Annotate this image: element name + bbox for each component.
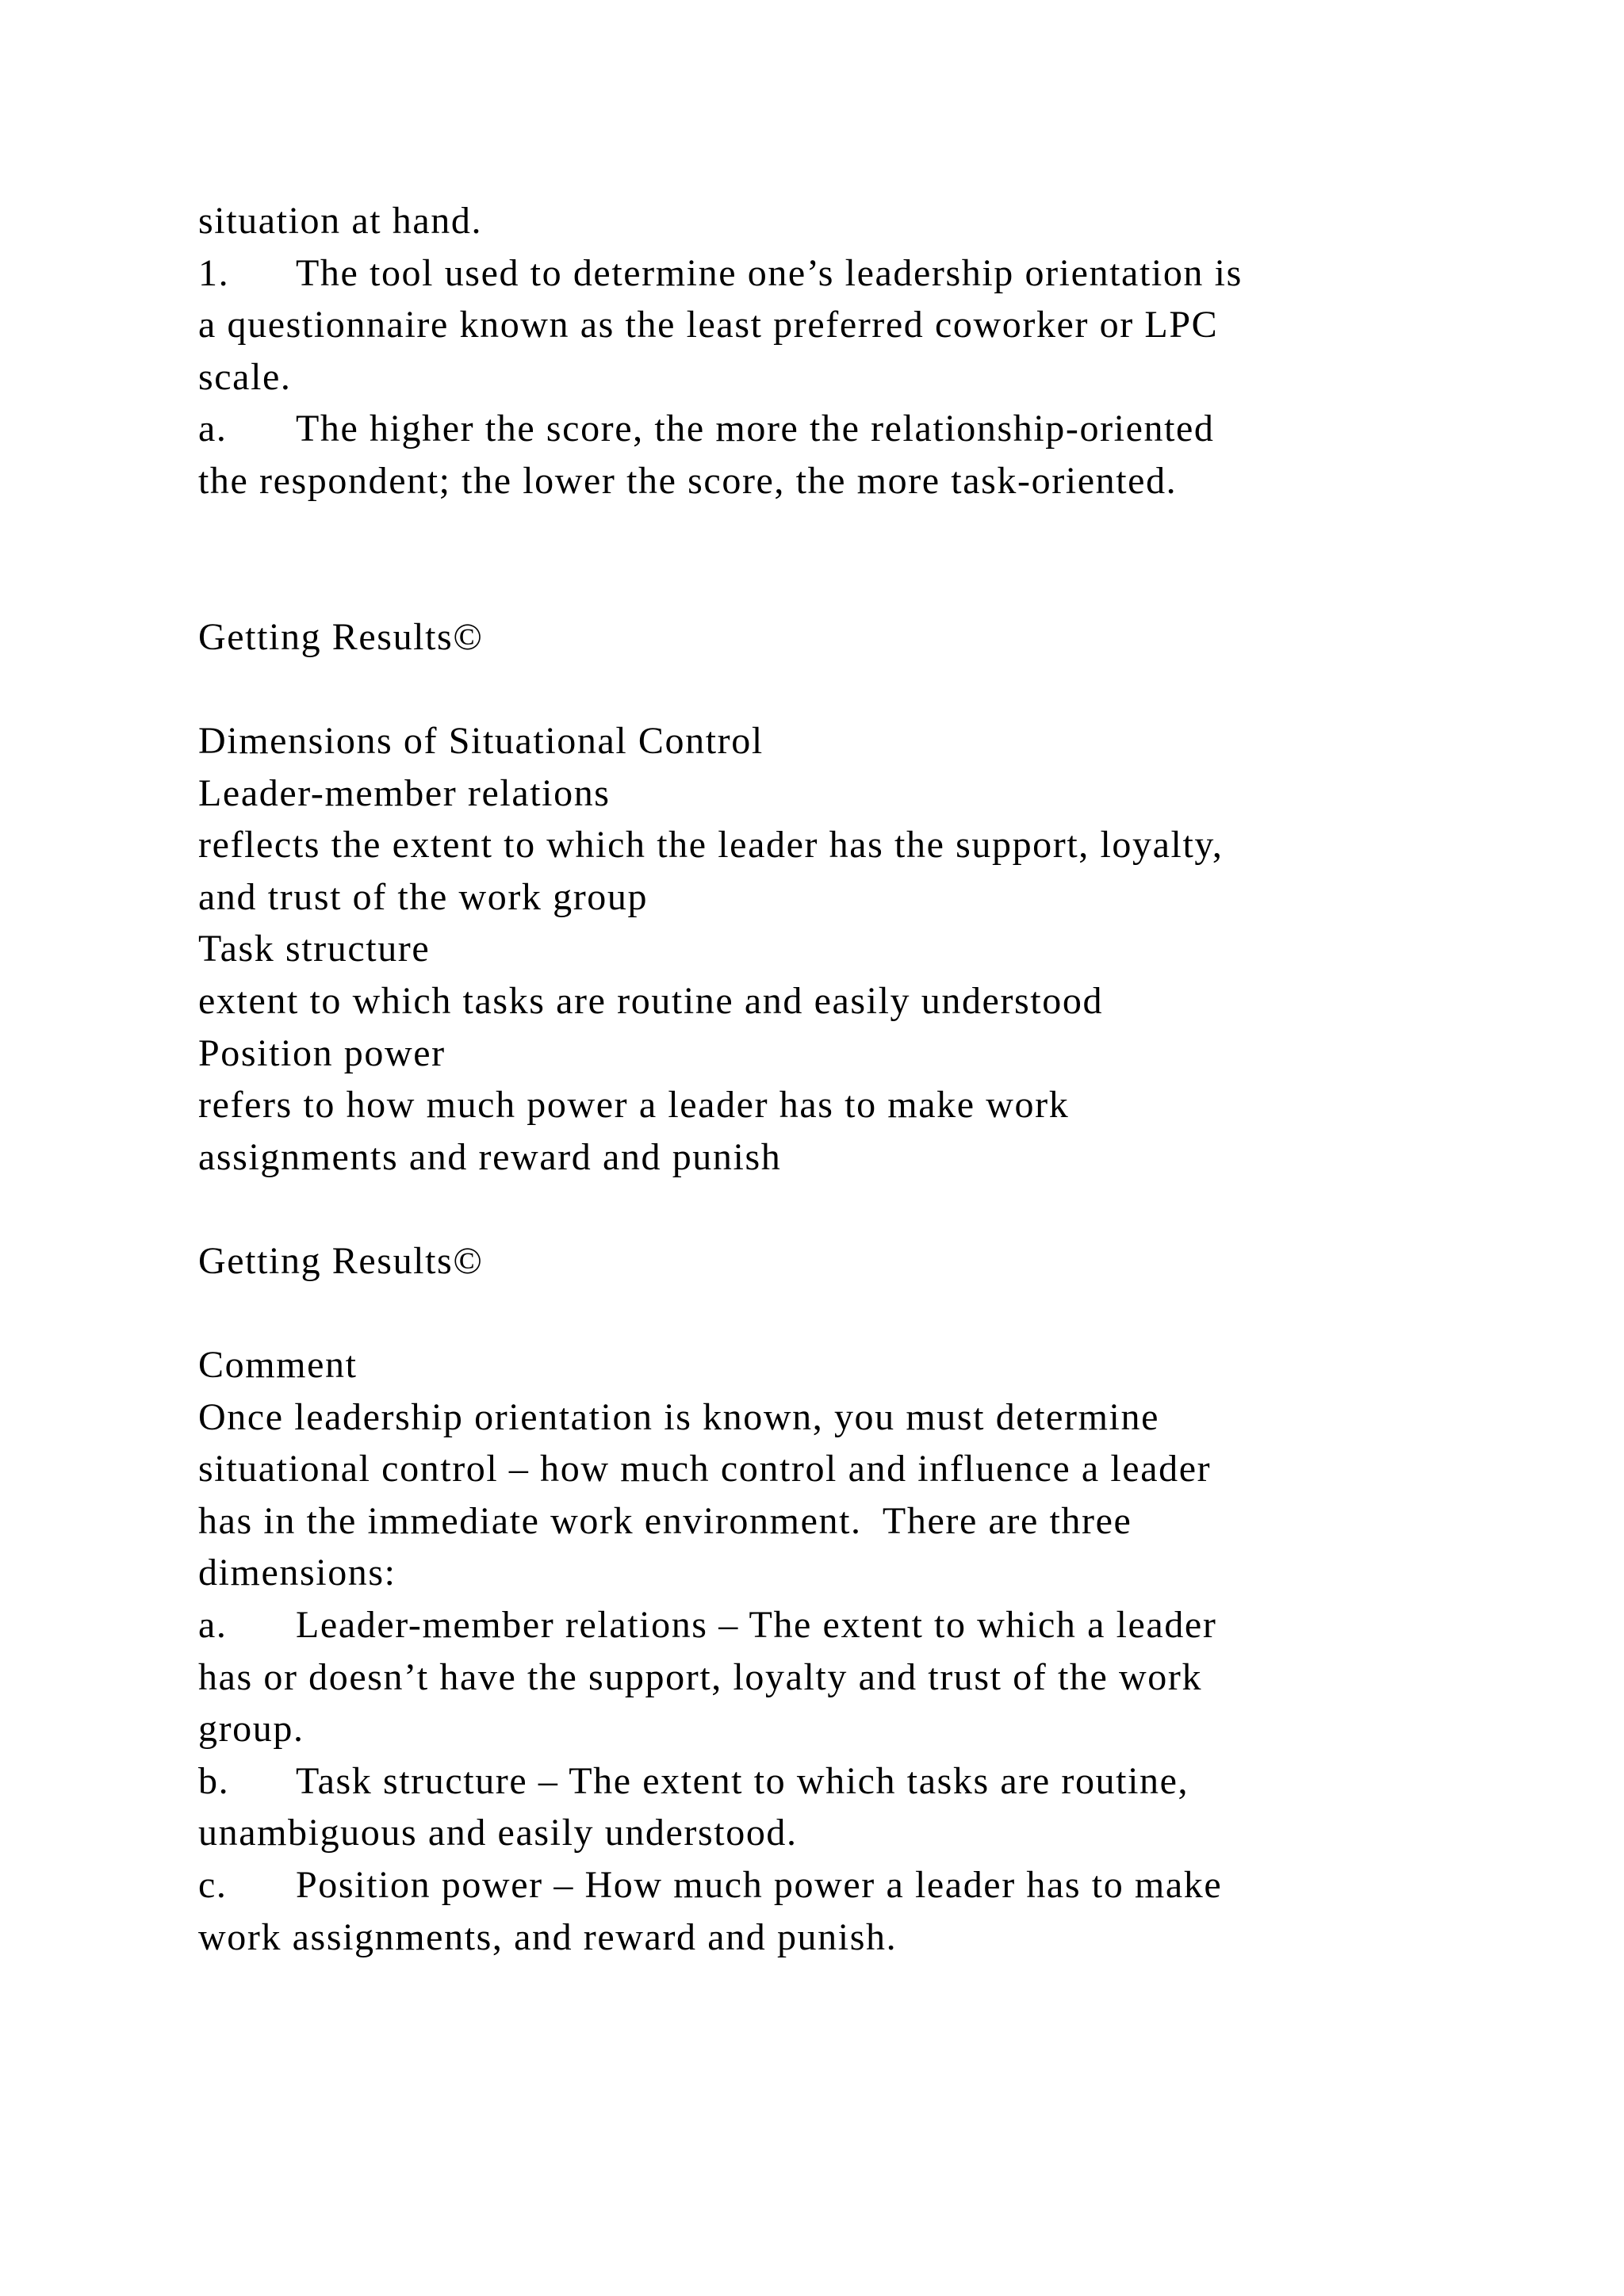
definition-text: extent to which tasks are routine and easily understood: [198, 979, 1104, 1022]
document-body: [198, 195, 1435, 1963]
list-item-text: The higher the score, the more the relationship-oriented: [296, 408, 1215, 450]
list-item-text: Position power – How much power a leader has to make: [296, 1864, 1223, 1906]
list-marker: 1.: [198, 251, 230, 294]
list-item-a: [198, 403, 1435, 455]
term-task-structure: Task structure: [198, 928, 431, 970]
list-item-c-continued: work assignments, and reward and punish.: [198, 1915, 898, 1958]
list-item-a: [198, 1599, 1435, 1651]
list-item-1-continued: a questionnaire known as the least preferred coworker or LPC: [198, 304, 1219, 346]
definition-text: reflects the extent to which the leader has the support, loyalty,: [198, 824, 1224, 867]
definition-text: assignments and reward and punish: [198, 1135, 782, 1178]
continuation-line: situation at hand.: [198, 200, 483, 242]
spacer: [198, 1183, 1435, 1235]
section-title: Dimensions of Situational Control: [198, 719, 764, 762]
list-item-a-continued: group.: [198, 1708, 304, 1751]
list-marker: c.: [198, 1864, 228, 1906]
spacer: [198, 559, 1435, 611]
list-item-text: The tool used to determine one’s leadership orientation is: [296, 251, 1243, 294]
list-item-a-continued: the respondent; the lower the score, the more task-oriented.: [198, 459, 1178, 502]
spacer: [198, 1287, 1435, 1339]
comment-text: has in the immediate work environment. There are three: [198, 1499, 1132, 1542]
comment-text: dimensions:: [198, 1552, 396, 1594]
spacer: [198, 663, 1435, 715]
list-item-a-continued: has or doesn’t have the support, loyalty and trust of the work: [198, 1655, 1203, 1698]
definition-text: and trust of the work group: [198, 875, 649, 918]
list-item-b-continued: unambiguous and easily understood.: [198, 1812, 798, 1854]
comment-text: situational control – how much control and influence a leader: [198, 1448, 1212, 1490]
footer-getting-results: Getting Results©: [198, 615, 484, 658]
list-item-b: [198, 1755, 1435, 1808]
term-position-power: Position power: [198, 1031, 446, 1074]
list-item-text: Task structure – The extent to which tasks are routine,: [296, 1759, 1189, 1802]
list-item-1: [198, 247, 1435, 300]
list-marker: a.: [198, 408, 228, 450]
list-item-c: [198, 1859, 1435, 1911]
footer-getting-results: Getting Results©: [198, 1239, 484, 1282]
spacer: [198, 507, 1435, 560]
list-item-text: Leader-member relations – The extent to which a leader: [296, 1604, 1217, 1647]
definition-text: refers to how much power a leader has to make work: [198, 1084, 1070, 1127]
comment-title: Comment: [198, 1344, 358, 1387]
list-marker: a.: [198, 1604, 228, 1647]
list-marker: b.: [198, 1759, 230, 1802]
list-item-1-continued: scale.: [198, 355, 292, 398]
comment-text: Once leadership orientation is known, you must determine: [198, 1395, 1159, 1438]
term-leader-member-relations: Leader-member relations: [198, 771, 611, 814]
